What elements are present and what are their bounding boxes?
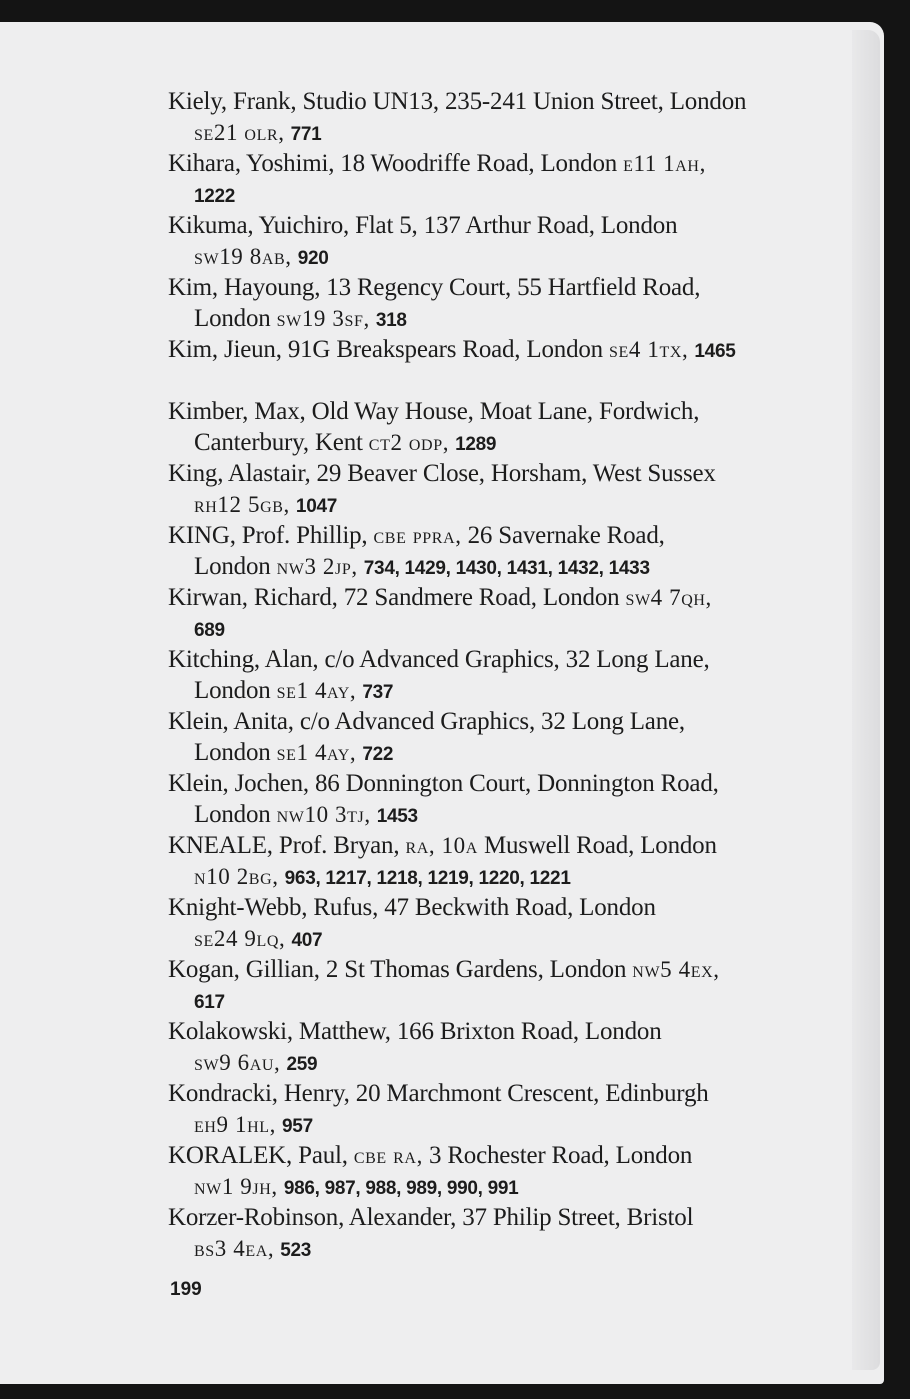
index-entry [168, 272, 778, 334]
index-entry [168, 644, 778, 706]
entry-code: nw5 4ex, [632, 957, 720, 982]
catalogue-numbers: 957 [282, 1116, 313, 1137]
index-entry [168, 706, 778, 768]
catalogue-numbers: 617 [194, 992, 225, 1013]
catalogue-numbers: 1222 [194, 186, 236, 207]
entry-code: se24 9lq, [194, 926, 286, 951]
entry-text: Kim, Jieun, 91G Breakspears Road, London [168, 336, 610, 363]
entry-code: ra, 10a [405, 833, 478, 858]
entry-text: KNEALE, Prof. Bryan, [168, 832, 406, 859]
catalogue-numbers: 734, 1429, 1430, 1431, 1432, 1433 [363, 558, 650, 579]
entry-code: e11 1ah, [623, 151, 706, 176]
index-list [168, 86, 778, 1264]
page-edge [852, 30, 880, 1370]
index-entry [168, 520, 778, 582]
catalogue-numbers: 920 [297, 248, 329, 269]
entry-text: London [194, 305, 277, 332]
catalogue-numbers: 523 [280, 1240, 312, 1261]
index-entry [168, 396, 778, 458]
entry-text: Canterbury, Kent [194, 429, 369, 456]
index-entry [168, 1078, 778, 1140]
index-entry [168, 768, 778, 830]
entry-text: 3 Rochester Road, London [422, 1142, 693, 1169]
entry-code: sw9 6au, [194, 1050, 281, 1075]
entry-text: Muswell Road, London [477, 832, 717, 859]
entry-text: KORALEK, Paul, [168, 1142, 354, 1169]
entry-text: KING, Prof. Phillip, [168, 522, 374, 549]
entry-code: se1 4ay, [276, 678, 357, 703]
entry-text: Kolakowski, Matthew, 166 Brixton Road, London [168, 1018, 662, 1045]
catalogue-numbers: 737 [362, 682, 394, 703]
entry-text: Kimber, Max, Old Way House, Moat Lane, Fordwich, [168, 398, 700, 425]
index-entry [168, 954, 778, 1016]
index-entry [168, 582, 778, 644]
catalogue-numbers: 1465 [694, 341, 736, 362]
catalogue-numbers: 1047 [295, 496, 337, 517]
entry-text: Kiely, Frank, Studio UN13, 235-241 Union Street, London [168, 88, 747, 115]
entry-code: n10 2bg, [194, 864, 279, 889]
entry-text: Kirwan, Richard, 72 Sandmere Road, London [168, 584, 626, 611]
entry-code: se4 1tx, [609, 337, 689, 362]
index-entry [168, 1140, 778, 1202]
entry-text: London [194, 739, 277, 766]
index-entry [168, 148, 778, 210]
entry-text: Kihara, Yoshimi, 18 Woodriffe Road, London [168, 150, 624, 177]
entry-code: bs3 4ea, [194, 1236, 275, 1261]
entry-text: 26 Savernake Road, [461, 522, 665, 549]
index-entry [168, 1016, 778, 1078]
catalogue-numbers: 259 [286, 1054, 318, 1075]
entry-code: nw1 9jh, [194, 1174, 278, 1199]
entry-text: London [194, 553, 277, 580]
entry-text: Kondracki, Henry, 20 Marchmont Crescent, Edinburgh [168, 1080, 709, 1107]
catalogue-numbers: 963, 1217, 1218, 1219, 1220, 1221 [284, 868, 571, 889]
entry-code: sw4 7qh, [625, 585, 712, 610]
page-number: 199 [170, 1279, 202, 1300]
entry-code: rh12 5gb, [194, 492, 290, 517]
entry-text: Kikuma, Yuichiro, Flat 5, 137 Arthur Road, London [168, 212, 678, 239]
catalogue-numbers: 1453 [376, 806, 418, 827]
entry-code: cbe ppra, [373, 523, 462, 548]
entry-text: Kitching, Alan, c/o Advanced Graphics, 32 Long Lane, [168, 646, 710, 673]
catalogue-numbers: 771 [290, 124, 322, 145]
entry-code: sw19 3sf, [276, 306, 370, 331]
entry-text: Klein, Anita, c/o Advanced Graphics, 32 Long Lane, [168, 708, 685, 735]
index-entry [168, 1202, 778, 1264]
entry-code: cbe ra, [353, 1143, 423, 1168]
catalogue-numbers: 689 [194, 620, 225, 641]
index-entry [168, 334, 778, 396]
entry-code: nw10 3tj, [276, 802, 371, 827]
entry-text: Kim, Hayoung, 13 Regency Court, 55 Hartfield Road, [168, 274, 701, 301]
catalogue-numbers: 1289 [455, 434, 497, 455]
entry-code: eh9 1hl, [194, 1112, 276, 1137]
entry-text: Knight-Webb, Rufus, 47 Beckwith Road, London [168, 894, 656, 921]
entry-text: London [194, 677, 277, 704]
entry-text: Klein, Jochen, 86 Donnington Court, Donnington Road, [168, 770, 719, 797]
entry-code: ct2 odp, [368, 430, 450, 455]
entry-code: se1 4ay, [276, 740, 357, 765]
entry-text: King, Alastair, 29 Beaver Close, Horsham, West Sussex [168, 460, 716, 487]
entry-code: nw3 2jp, [276, 554, 358, 579]
catalogue-numbers: 986, 987, 988, 989, 990, 991 [283, 1178, 519, 1199]
catalogue-numbers: 318 [375, 310, 407, 331]
index-entry [168, 892, 778, 954]
index-entry [168, 210, 778, 272]
index-entry [168, 830, 778, 892]
entry-text: London [194, 801, 277, 828]
entry-code: sw19 8ab, [194, 244, 292, 269]
catalogue-numbers: 407 [291, 930, 323, 951]
entry-text: Kogan, Gillian, 2 St Thomas Gardens, London [168, 956, 633, 983]
index-entry [168, 458, 778, 520]
entry-text: Korzer-Robinson, Alexander, 37 Philip Street, Bristol [168, 1204, 694, 1231]
catalogue-numbers: 722 [362, 744, 394, 765]
index-entry [168, 86, 778, 148]
entry-code: se21 olr, [194, 120, 285, 145]
